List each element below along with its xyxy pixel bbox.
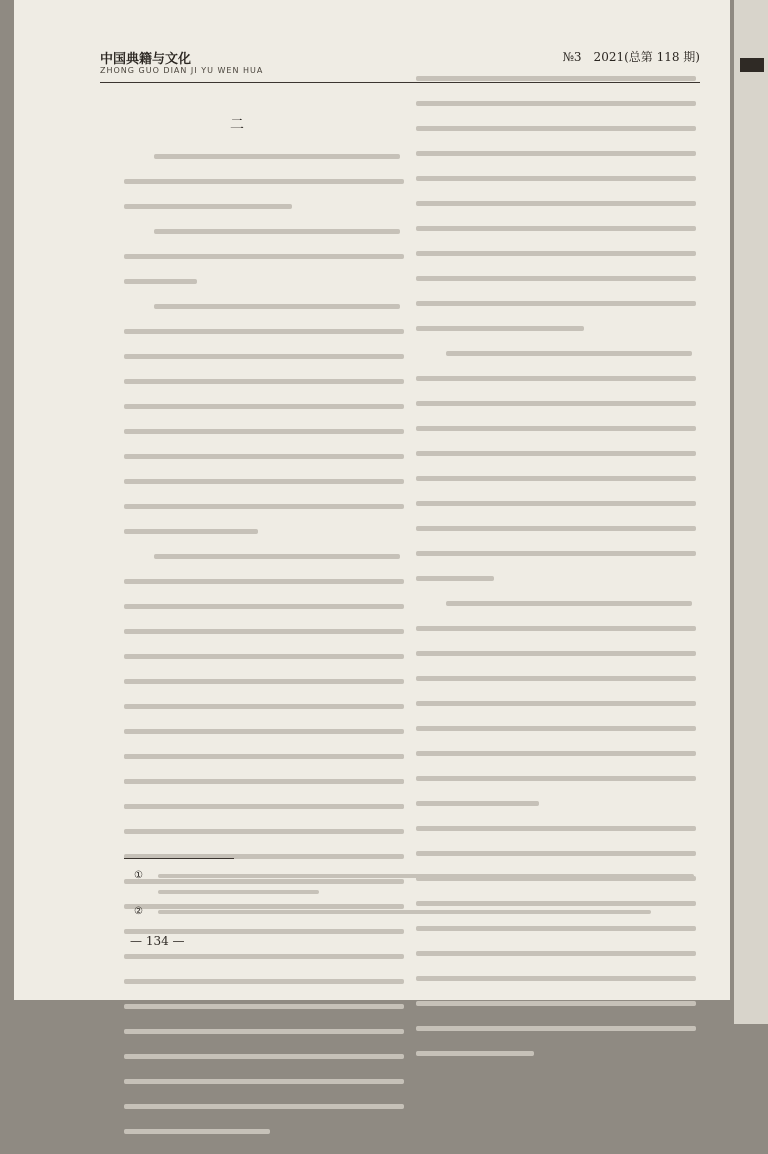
page-number: — 134 — [130,934,185,948]
right-para-1 [416,76,696,351]
section-number: 二 [230,117,244,133]
footnote-2-text [158,910,694,926]
left-para-4 [124,554,404,1154]
left-para-5 [124,729,404,829]
left-para-3 [124,304,404,554]
left-para-2 [124,229,404,304]
footnote-rule [124,858,234,859]
right-para-4 [416,826,696,1076]
journal-pinyin: ZHONG GUO DIAN JI YU WEN HUA [100,66,264,75]
footnote-1-text [158,874,694,906]
footnote-mark-2: ② [134,906,143,917]
left-para-1 [124,154,404,229]
next-page-edge [734,0,768,1024]
right-para-2 [416,351,696,601]
issue-number: №3 2021(总第 118 期) [562,50,700,64]
journal-page [14,0,730,1000]
right-para-3 [416,601,696,826]
next-page-text-fragment [740,58,764,72]
journal-name: 中国典籍与文化 [100,52,192,67]
footnote-mark-1: ① [134,870,143,881]
